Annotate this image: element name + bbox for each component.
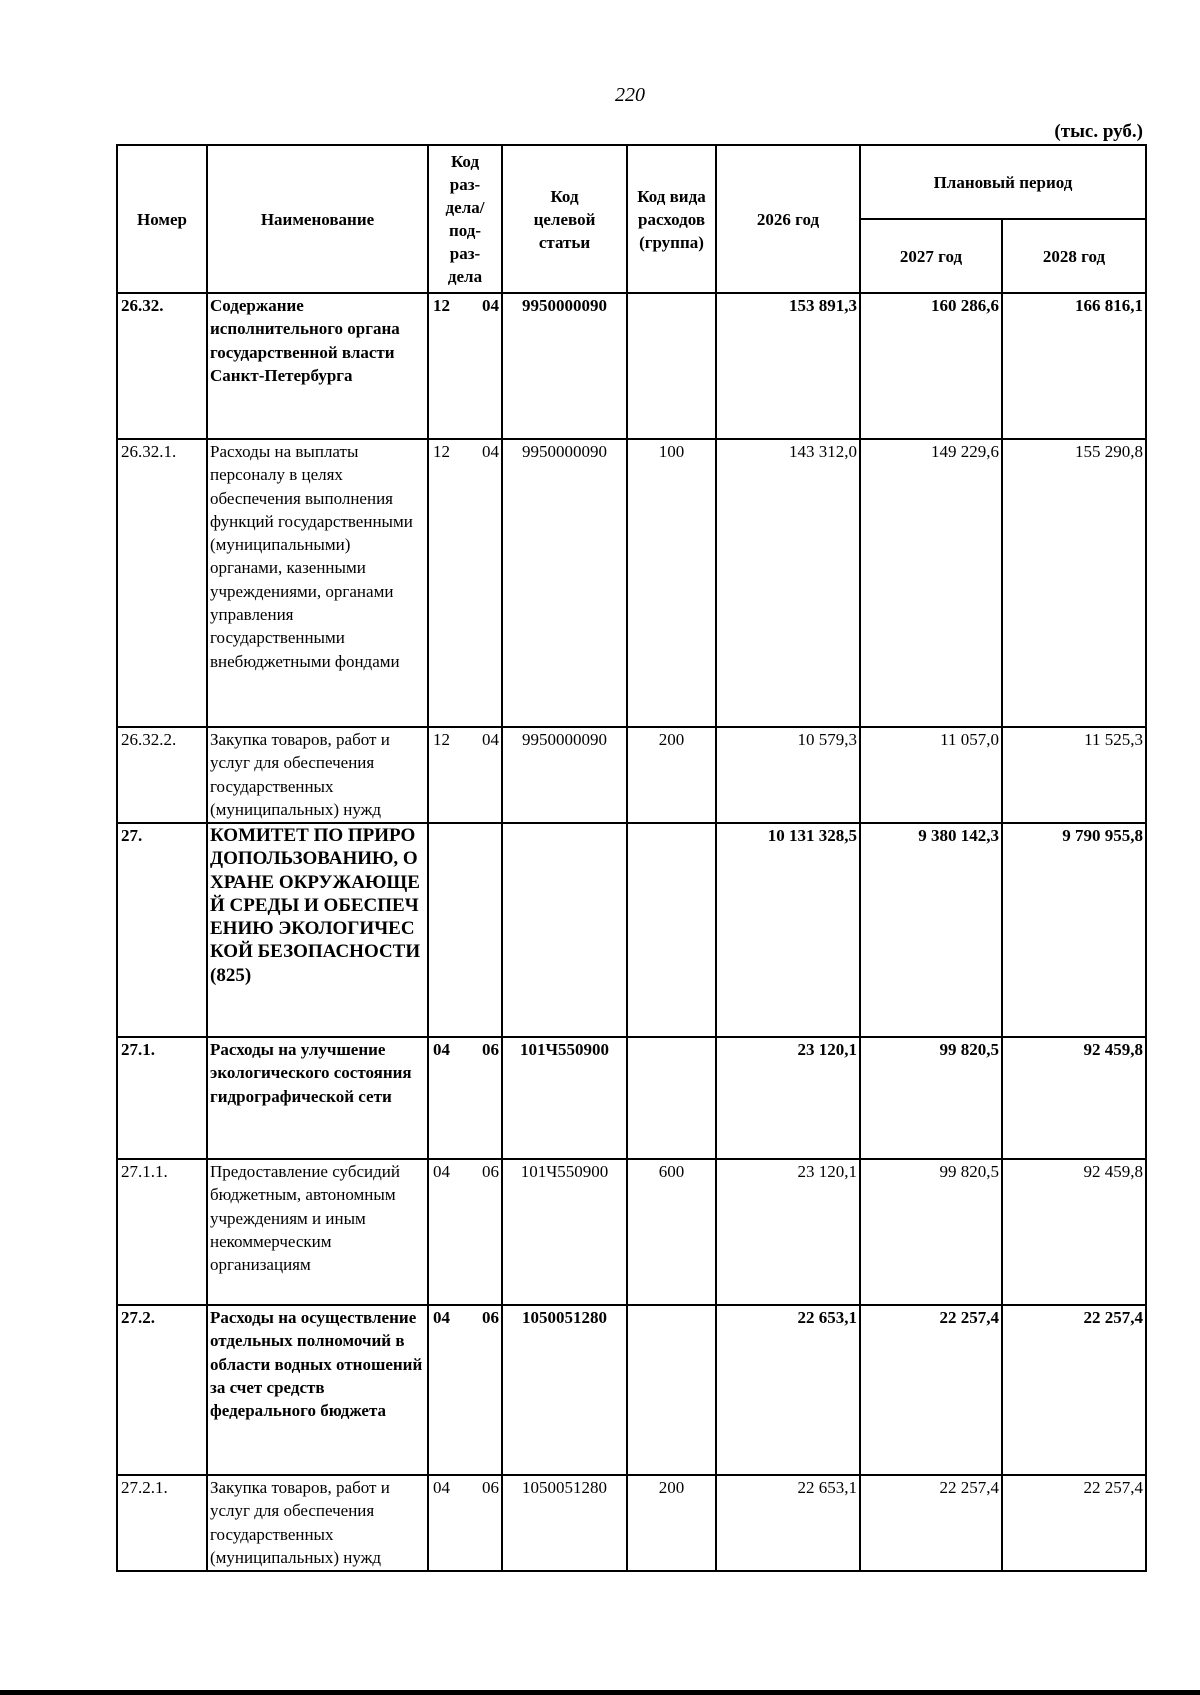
table-row <box>117 293 1146 439</box>
row-name: Закупка товаров, работ и услуг для обеспечения государственных (муниципальных) нужд <box>207 727 428 823</box>
row-2026: 23 120,1 <box>716 1037 860 1159</box>
row-section: 12 <box>433 442 450 461</box>
header-2026: 2026 год <box>716 145 860 293</box>
row-2027: 160 286,6 <box>860 293 1002 439</box>
header-target-line: целевой <box>533 209 596 229</box>
row-name: Расходы на осуществление отдельных полномочий в области водных отношений за счет средств федерального бюджета <box>207 1305 428 1475</box>
row-subsection: 06 <box>482 1040 499 1059</box>
row-section: 12 <box>433 296 450 315</box>
row-2027: 99 820,5 <box>860 1159 1002 1305</box>
row-2028: 155 290,8 <box>1002 439 1146 727</box>
header-2028: 2028 год <box>1002 219 1146 293</box>
header-kind-line: расходов <box>638 209 705 229</box>
row-kind-code: 600 <box>627 1159 716 1305</box>
row-subsection: 06 <box>482 1478 499 1497</box>
table-row <box>117 1159 1146 1305</box>
row-name: Закупка товаров, работ и услуг для обеспечения государственных (муниципальных) нужд <box>207 1475 428 1571</box>
row-section-code <box>428 823 502 1037</box>
row-number: 26.32. <box>117 293 207 439</box>
row-subsection: 04 <box>482 296 499 315</box>
row-section: 04 <box>433 1162 450 1181</box>
row-2027: 22 257,4 <box>860 1305 1002 1475</box>
row-kind-code <box>627 1037 716 1159</box>
row-subsection: 06 <box>482 1308 499 1327</box>
row-target-code: 1050051280 <box>502 1475 627 1571</box>
row-kind-code: 100 <box>627 439 716 727</box>
row-subsection: 04 <box>482 442 499 461</box>
row-2026: 153 891,3 <box>716 293 860 439</box>
header-number: Номер <box>117 145 207 293</box>
row-section-code <box>428 293 502 439</box>
bottom-scan-border <box>0 1690 1200 1695</box>
header-2027: 2027 год <box>860 219 1002 293</box>
header-section <box>428 145 502 293</box>
row-target-code: 101Ч550900 <box>502 1037 627 1159</box>
header-kind <box>627 145 716 293</box>
row-number: 27.2. <box>117 1305 207 1475</box>
row-section-code <box>428 1305 502 1475</box>
row-2028: 22 257,4 <box>1002 1305 1146 1475</box>
row-2026: 10 131 328,5 <box>716 823 860 1037</box>
row-2028: 22 257,4 <box>1002 1475 1146 1571</box>
row-name: Расходы на выплаты персоналу в целях обеспечения выполнения функций государственными (муниципальными) органами, казенными учреждениями, органами управления государственными внебюджетными фондами <box>207 439 428 727</box>
row-section: 04 <box>433 1478 450 1497</box>
row-kind-code: 200 <box>627 727 716 823</box>
row-2028: 92 459,8 <box>1002 1159 1146 1305</box>
row-number: 27.1. <box>117 1037 207 1159</box>
row-2028: 9 790 955,8 <box>1002 823 1146 1037</box>
table-row <box>117 439 1146 727</box>
header-plan-period: Плановый период <box>860 145 1146 219</box>
page-number: 220 <box>615 84 645 106</box>
row-section: 04 <box>433 1308 450 1327</box>
row-subsection: 04 <box>482 730 499 749</box>
header-section-line: дела <box>447 267 483 286</box>
row-2027: 11 057,0 <box>860 727 1002 823</box>
row-section-code <box>428 1159 502 1305</box>
header-kind-line: (группа) <box>639 232 704 252</box>
row-number: 27. <box>117 823 207 1037</box>
row-2027: 9 380 142,3 <box>860 823 1002 1037</box>
row-number: 26.32.2. <box>117 727 207 823</box>
row-name: Содержание исполнительного органа государственной власти Санкт-Петербурга <box>207 293 428 439</box>
row-2028: 166 816,1 <box>1002 293 1146 439</box>
row-subsection: 06 <box>482 1162 499 1181</box>
row-2028: 92 459,8 <box>1002 1037 1146 1159</box>
header-section-line: под- <box>448 221 482 240</box>
row-kind-code: 200 <box>627 1475 716 1571</box>
header-section-line: Код <box>450 152 480 171</box>
row-2026: 22 653,1 <box>716 1475 860 1571</box>
row-number: 27.1.1. <box>117 1159 207 1305</box>
row-2027: 99 820,5 <box>860 1037 1002 1159</box>
row-2026: 143 312,0 <box>716 439 860 727</box>
row-section: 04 <box>433 1040 450 1059</box>
budget-table <box>116 144 1147 1572</box>
header-target-line: Код <box>550 186 579 206</box>
header-target-line: статьи <box>538 232 591 252</box>
header-name: Наименование <box>207 145 428 293</box>
header-section-line: раз- <box>449 175 481 194</box>
row-number: 27.2.1. <box>117 1475 207 1571</box>
table-row <box>117 1475 1146 1571</box>
row-name: Расходы на улучшение экологического состояния гидрографической сети <box>207 1037 428 1159</box>
row-section-code <box>428 439 502 727</box>
row-target-code: 9950000090 <box>502 727 627 823</box>
table-row <box>117 1305 1146 1475</box>
row-2026: 23 120,1 <box>716 1159 860 1305</box>
row-2028: 11 525,3 <box>1002 727 1146 823</box>
row-2026: 10 579,3 <box>716 727 860 823</box>
row-section: 12 <box>433 730 450 749</box>
row-kind-code <box>627 293 716 439</box>
row-2027: 22 257,4 <box>860 1475 1002 1571</box>
units-label: (тыс. руб.) <box>1054 121 1143 142</box>
row-number: 26.32.1. <box>117 439 207 727</box>
row-target-code: 1050051280 <box>502 1305 627 1475</box>
header-section-line: раз- <box>449 244 481 263</box>
row-name: Предоставление субсидий бюджетным, автономным учреждениям и иным некоммерческим организациям <box>207 1159 428 1305</box>
header-target <box>502 145 627 293</box>
header-section-line: дела/ <box>445 198 485 217</box>
row-target-code: 101Ч550900 <box>502 1159 627 1305</box>
table-row <box>117 823 1146 1037</box>
row-section-code <box>428 727 502 823</box>
row-section-code <box>428 1037 502 1159</box>
table-row <box>117 1037 1146 1159</box>
row-kind-code <box>627 1305 716 1475</box>
row-target-code: 9950000090 <box>502 293 627 439</box>
row-target-code <box>502 823 627 1037</box>
header-kind-line: Код вида <box>637 186 706 206</box>
row-2027: 149 229,6 <box>860 439 1002 727</box>
row-section-code <box>428 1475 502 1571</box>
row-name: КОМИТЕТ ПО ПРИРОДОПОЛЬЗОВАНИЮ, ОХРАНЕ ОКРУЖАЮЩЕЙ СРЕДЫ И ОБЕСПЕЧЕНИЮ ЭКОЛОГИЧЕСКОЙ БЕЗОПАСНОСТИ (825) <box>207 823 428 1037</box>
row-target-code: 9950000090 <box>502 439 627 727</box>
table-row <box>117 727 1146 823</box>
row-kind-code <box>627 823 716 1037</box>
row-2026: 22 653,1 <box>716 1305 860 1475</box>
